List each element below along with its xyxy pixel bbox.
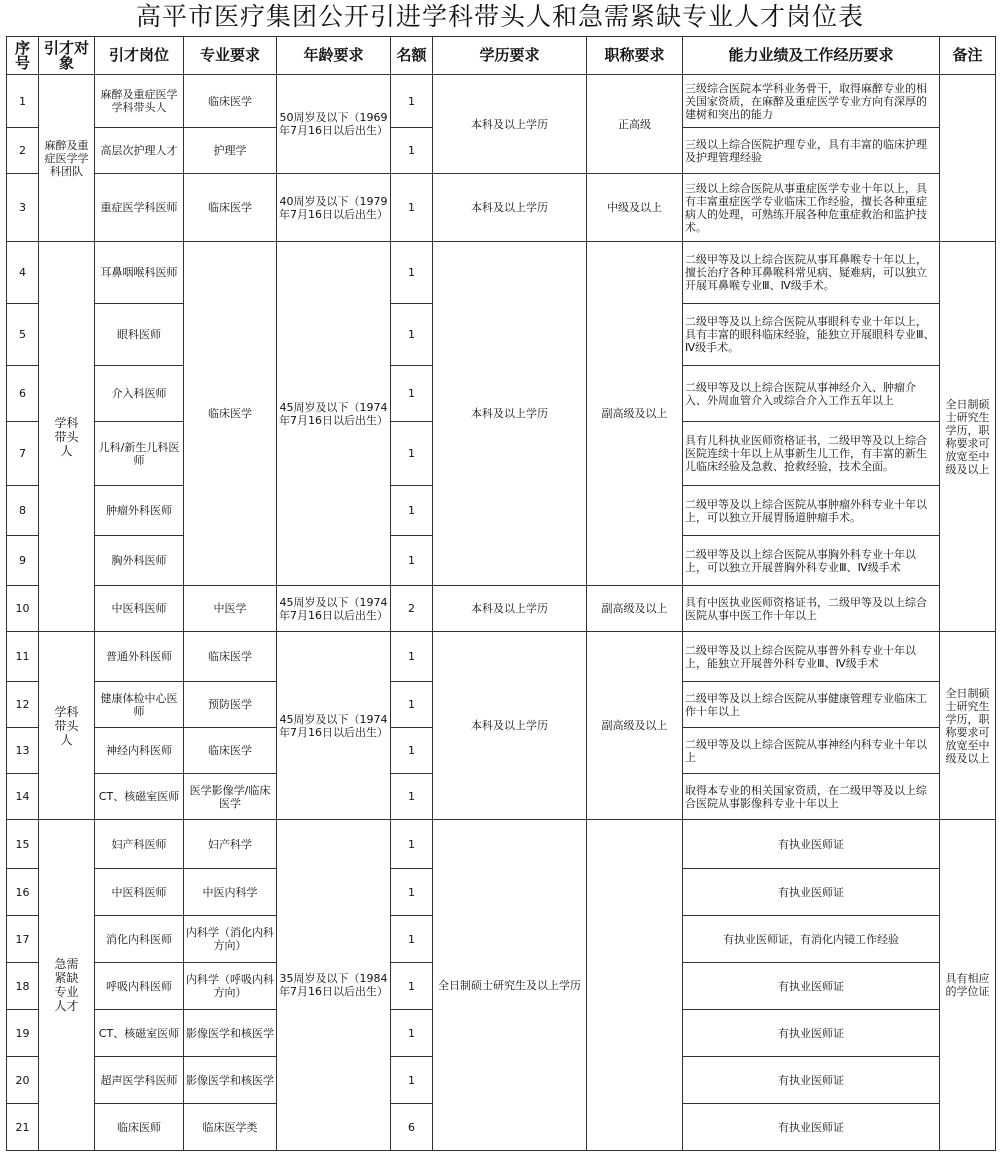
header-count: 名额: [391, 37, 433, 75]
row-ability: 二级甲等及以上综合医院从事耳鼻喉专十年以上，擅长治疗各种耳鼻喉科常见病、疑难病，可以独立开展耳鼻喉专业Ⅲ、Ⅳ级手术。: [683, 242, 940, 304]
row-count: 1: [391, 1010, 433, 1057]
row-count: 1: [391, 869, 433, 916]
row-seq: 16: [7, 869, 39, 916]
header-row: [7, 37, 996, 75]
row-post: 肿瘤外科医师: [95, 486, 184, 536]
row-major: 临床医学: [184, 632, 277, 682]
row-post: 消化内科医师: [95, 916, 184, 963]
row-major: 内科学（消化内科方向）: [184, 916, 277, 963]
row-major: 内科学（呼吸内科方向）: [184, 963, 277, 1010]
row-post: CT、核磁室医师: [95, 774, 184, 820]
header-remark: 备注: [940, 37, 996, 75]
education-requirement: 本科及以上学历: [433, 586, 587, 632]
education-requirement: 本科及以上学历: [433, 242, 587, 586]
row-count: 1: [391, 366, 433, 422]
header-post: 引才岗位: [95, 37, 184, 75]
row-post: 超声医学科医师: [95, 1057, 184, 1104]
row-seq: 17: [7, 916, 39, 963]
row-ability: 有执业医师证: [683, 820, 940, 869]
row-seq: 19: [7, 1010, 39, 1057]
positions-table: [6, 36, 996, 1151]
row-seq: 13: [7, 728, 39, 774]
row-post: 儿科/新生儿科医师: [95, 422, 184, 486]
row-count: 1: [391, 174, 433, 242]
row-major: 影像医学和核医学: [184, 1057, 277, 1104]
row-post: 健康体检中心医师: [95, 682, 184, 728]
row-seq: 8: [7, 486, 39, 536]
row-post: 眼科医师: [95, 304, 184, 366]
group-target: 学科带头人: [39, 242, 95, 632]
row-ability: 二级甲等及以上综合医院从事健康管理专业临床工作十年以上: [683, 682, 940, 728]
row-post: 高层次护理人才: [95, 128, 184, 174]
row-major: 临床医学: [184, 728, 277, 774]
header-target: 引才对象: [39, 37, 95, 75]
education-requirement: 本科及以上学历: [433, 75, 587, 174]
row-ability: 二级甲等及以上综合医院从事眼科专业十年以上，具有丰富的眼科临床经验，能独立开展眼科专业Ⅲ、Ⅳ级手术。: [683, 304, 940, 366]
page-title: 高平市医疗集团公开引进学科带头人和急需紧缺专业人才岗位表: [135, 2, 864, 31]
header-major: 专业要求: [184, 37, 277, 75]
row-count: 1: [391, 536, 433, 586]
row-ability: 具有儿科执业医师资格证书，二级甲等及以上综合医院连续十年以上从事新生儿工作，有丰富的新生儿临床经验及急救、抢救经验，技术全面。: [683, 422, 940, 486]
row-seq: 6: [7, 366, 39, 422]
row-ability: 二级甲等及以上综合医院从事神经介入、肿瘤介入、外周血管介入或综合介入工作五年以上: [683, 366, 940, 422]
row-count: 1: [391, 422, 433, 486]
row-major: 临床医学: [184, 75, 277, 128]
row-ability: 三级以上综合医院护理专业，具有丰富的临床护理及护理管理经验: [683, 128, 940, 174]
education-requirement: 本科及以上学历: [433, 632, 587, 820]
age-requirement: 45周岁及以下（1974年7月16日以后出生）: [277, 632, 391, 820]
header-seq: 序号: [7, 37, 39, 75]
row-ability: 有执业医师证: [683, 1010, 940, 1057]
title-requirement: 副高级及以上: [587, 242, 683, 586]
row-ability: 三级综合医院本学科业务骨干，取得麻醉专业的相关国家资质，在麻醉及重症医学专业方向有深厚的建树和突出的能力: [683, 75, 940, 128]
row-post: 耳鼻咽喉科医师: [95, 242, 184, 304]
row-major: 护理学: [184, 128, 277, 174]
row-seq: 9: [7, 536, 39, 586]
row-count: 1: [391, 820, 433, 869]
row-major: 中医学: [184, 586, 277, 632]
row-ability: 取得本专业的相关国家资质，在二级甲等及以上综合医院从事影像科专业十年以上: [683, 774, 940, 820]
row-ability: 具有中医执业医师资格证书，二级甲等及以上综合医院从事中医工作十年以上: [683, 586, 940, 632]
row-seq: 11: [7, 632, 39, 682]
row-count: 1: [391, 916, 433, 963]
row-count: 1: [391, 963, 433, 1010]
row-seq: 20: [7, 1057, 39, 1104]
remark-cell: 全日制硕士研究生学历，职称要求可放宽至中级及以上: [940, 632, 996, 820]
row-post: 介入科医师: [95, 366, 184, 422]
table-row: [7, 75, 996, 128]
row-major: 中医内科学: [184, 869, 277, 916]
row-count: 2: [391, 586, 433, 632]
header-age: 年龄要求: [277, 37, 391, 75]
education-requirement: 全日制硕士研究生及以上学历: [433, 820, 587, 1151]
age-requirement: 45周岁及以下（1974年7月16日以后出生）: [277, 586, 391, 632]
group-target: 麻醉及重症医学学科团队: [39, 75, 95, 242]
row-count: 1: [391, 128, 433, 174]
title-requirement: [587, 820, 683, 1151]
row-count: 1: [391, 632, 433, 682]
row-seq: 1: [7, 75, 39, 128]
row-major: 影像医学和核医学: [184, 1010, 277, 1057]
row-ability: 二级甲等及以上综合医院从事普外科专业十年以上，能独立开展普外科专业Ⅲ、Ⅳ级手术: [683, 632, 940, 682]
row-seq: 21: [7, 1104, 39, 1151]
title-requirement: 正高级: [587, 75, 683, 174]
row-post: 胸外科医师: [95, 536, 184, 586]
table-row: [7, 174, 996, 242]
row-seq: 18: [7, 963, 39, 1010]
row-major: 妇产科学: [184, 820, 277, 869]
row-seq: 10: [7, 586, 39, 632]
row-count: 1: [391, 75, 433, 128]
row-count: 1: [391, 774, 433, 820]
row-post: 中医科医师: [95, 586, 184, 632]
row-count: 1: [391, 682, 433, 728]
row-ability: 有执业医师证: [683, 963, 940, 1010]
row-post: 呼吸内科医师: [95, 963, 184, 1010]
row-ability: 有执业医师证，有消化内镜工作经验: [683, 916, 940, 963]
row-count: 1: [391, 728, 433, 774]
header-education: 学历要求: [433, 37, 587, 75]
age-requirement: 45周岁及以下（1974年7月16日以后出生）: [277, 242, 391, 586]
row-post: 普通外科医师: [95, 632, 184, 682]
row-post: 妇产科医师: [95, 820, 184, 869]
remark-cell: [940, 75, 996, 242]
table-row: [7, 586, 996, 632]
row-major: 预防医学: [184, 682, 277, 728]
table-row: [7, 242, 996, 304]
age-requirement: 35周岁及以下（1984年7月16日以后出生）: [277, 820, 391, 1151]
row-post: 神经内科医师: [95, 728, 184, 774]
row-post: 中医科医师: [95, 869, 184, 916]
row-ability: 三级以上综合医院从事重症医学专业十年以上，具有丰富重症医学专业临床工作经验，擅长各种重症病人的处理，可熟练开展各种危重症救治和监护技术。: [683, 174, 940, 242]
row-ability: 二级甲等及以上综合医院从事肿瘤外科专业十年以上，可以独立开展胃肠道肿瘤手术。: [683, 486, 940, 536]
row-ability: 二级甲等及以上综合医院从事胸外科专业十年以上，可以独立开展普胸外科专业Ⅲ、Ⅳ级手术: [683, 536, 940, 586]
row-ability: 有执业医师证: [683, 869, 940, 916]
row-count: 1: [391, 304, 433, 366]
header-ability: 能力业绩及工作经历要求: [683, 37, 940, 75]
remark-cell: 具有相应的学位证: [940, 820, 996, 1151]
row-seq: 12: [7, 682, 39, 728]
row-post: 临床医师: [95, 1104, 184, 1151]
row-major: 临床医学: [184, 242, 277, 586]
row-post: CT、核磁室医师: [95, 1010, 184, 1057]
education-requirement: 本科及以上学历: [433, 174, 587, 242]
row-ability: 有执业医师证: [683, 1057, 940, 1104]
row-count: 1: [391, 242, 433, 304]
row-seq: 2: [7, 128, 39, 174]
row-seq: 5: [7, 304, 39, 366]
title-requirement: 副高级及以上: [587, 632, 683, 820]
remark-cell: 全日制硕士研究生学历，职称要求可放宽至中级及以上: [940, 242, 996, 632]
row-seq: 4: [7, 242, 39, 304]
table-row: [7, 820, 996, 869]
row-count: 1: [391, 1057, 433, 1104]
row-seq: 7: [7, 422, 39, 486]
title-requirement: 副高级及以上: [587, 586, 683, 632]
group-target: 学科带头人: [39, 632, 95, 820]
group-target: 急需紧缺专业人才: [39, 820, 95, 1151]
row-major: 临床医学类: [184, 1104, 277, 1151]
table-row: [7, 632, 996, 682]
row-post: 麻醉及重症医学学科带头人: [95, 75, 184, 128]
age-requirement: 40周岁及以下（1979年7月16日以后出生）: [277, 174, 391, 242]
row-ability: 有执业医师证: [683, 1104, 940, 1151]
row-ability: 二级甲等及以上综合医院从事神经内科专业十年以上: [683, 728, 940, 774]
row-count: 1: [391, 486, 433, 536]
row-seq: 14: [7, 774, 39, 820]
row-count: 6: [391, 1104, 433, 1151]
title-requirement: 中级及以上: [587, 174, 683, 242]
row-post: 重症医学科医师: [95, 174, 184, 242]
header-title-requirement: 职称要求: [587, 37, 683, 75]
row-major: 医学影像学/临床医学: [184, 774, 277, 820]
row-seq: 3: [7, 174, 39, 242]
age-requirement: 50周岁及以下（1969年7月16日以后出生）: [277, 75, 391, 174]
row-major: 临床医学: [184, 174, 277, 242]
row-seq: 15: [7, 820, 39, 869]
